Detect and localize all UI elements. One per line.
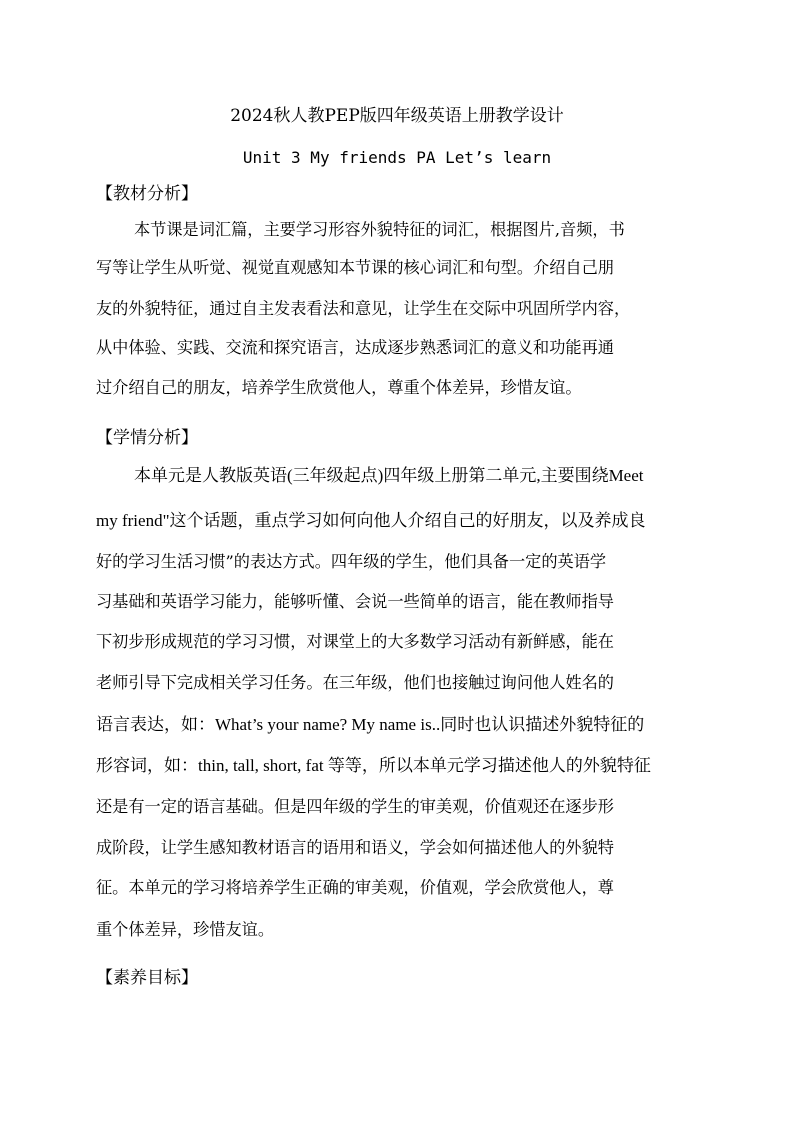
- paragraph-line: my friend"这个话题，重点学习如何向他人介绍自己的好朋友，以及养成良: [96, 511, 646, 530]
- document-subtitle: Unit 3 My friends PA Let’s learn: [242, 148, 552, 167]
- section-heading-literacy-goals: 【素养目标】: [96, 968, 198, 988]
- paragraph-line: 成阶段，让学生感知教材语言的语用和语义，学会如何描述他人的外貌特: [96, 838, 614, 857]
- paragraph-line: 写等让学生从听觉、视觉直观感知本节课的核心词汇和句型。介绍自己朋: [96, 258, 614, 277]
- paragraph-line: 重个体差异，珍惜友谊。: [96, 920, 275, 939]
- paragraph-line: 过介绍自己的朋友，培养学生欣赏他人，尊重个体差异，珍惜友谊。: [96, 378, 582, 397]
- paragraph-line: 语言表达，如：What’s your name? My name is..同时也认识描述外貌特征的: [96, 715, 645, 734]
- section-heading-textbook-analysis: 【教材分析】: [96, 184, 198, 204]
- paragraph-line: 本节课是词汇篇，主要学习形容外貌特征的词汇，根据图片,音频，书: [134, 220, 625, 239]
- paragraph-line: 老师引导下完成相关学习任务。在三年级，他们也接触过询问他人姓名的: [96, 673, 614, 692]
- paragraph-line: 友的外貌特征，通过自主发表看法和意见，让学生在交际中巩固所学内容，: [96, 299, 631, 318]
- section-heading-student-analysis: 【学情分析】: [96, 428, 198, 448]
- paragraph-line: 还是有一定的语言基础。但是四年级的学生的审美观，价值观还在逐步形: [96, 797, 614, 816]
- document-title: 2024秋人教PEP版四年级英语上册教学设计: [230, 106, 564, 126]
- paragraph-line: 好的学习生活习惯”的表达方式。四年级的学生，他们具备一定的英语学: [96, 552, 607, 571]
- paragraph-line: 征。本单元的学习将培养学生正确的审美观，价值观，学会欣赏他人，尊: [96, 878, 614, 897]
- paragraph-line: 下初步形成规范的学习习惯，对课堂上的大多数学习活动有新鲜感，能在: [96, 632, 614, 651]
- paragraph-line: 习基础和英语学习能力，能够听懂、会说一些简单的语言，能在教师指导: [96, 592, 614, 611]
- paragraph-line: 形容词，如：thin, tall, short, fat 等等，所以本单元学习描述他人的外貌特征: [96, 756, 651, 775]
- paragraph-line: 从中体验、实践、交流和探究语言，达成逐步熟悉词汇的意义和功能再通: [96, 338, 614, 357]
- paragraph-line: 本单元是人教版英语(三年级起点)四年级上册第二单元,主要围绕Meet: [134, 466, 644, 485]
